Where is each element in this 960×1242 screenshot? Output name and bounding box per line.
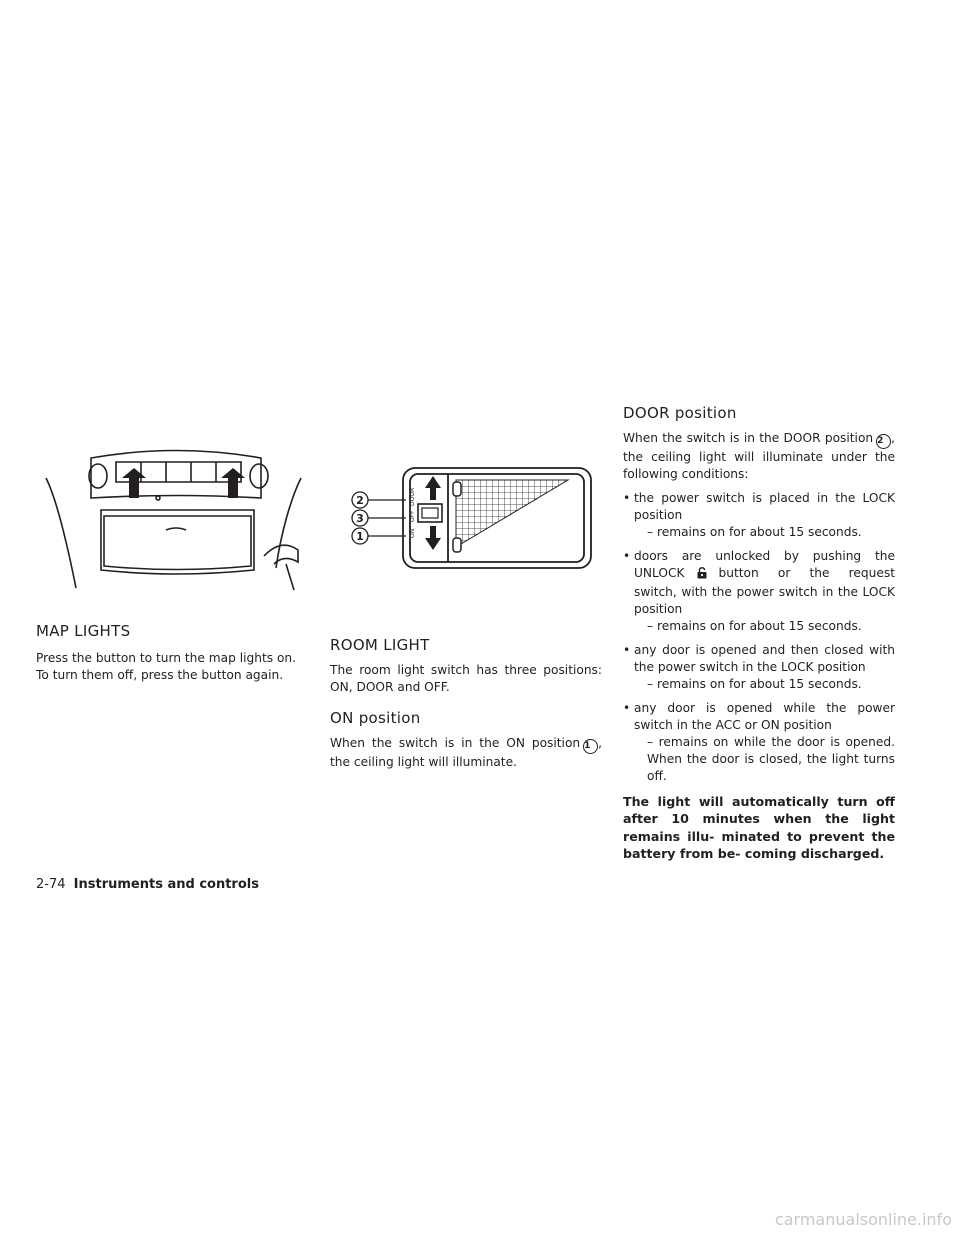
unlock-icon [697, 567, 707, 584]
callout-1: 1 [356, 530, 364, 543]
section-title: Instruments and controls [73, 877, 259, 892]
condition-text: the power switch is placed in the LOCK position [634, 491, 895, 522]
bullet-icon: • [623, 643, 631, 657]
door-position-heading: DOOR position [623, 404, 737, 422]
door-position-intro [623, 430, 895, 483]
circled-number-1-icon: 1 [583, 739, 598, 754]
callout-3: 3 [356, 512, 364, 525]
condition-item [623, 642, 895, 693]
position-label-on: ON [409, 528, 416, 538]
room-light-illustration [348, 462, 598, 574]
room-light-section [330, 636, 602, 771]
room-light-intro: The room light switch has three positions: ON, DOOR and OFF. [330, 663, 602, 694]
circled-number-2-icon: 2 [876, 434, 891, 449]
condition-text: any door is opened while the power switch in the ACC or ON position [634, 701, 895, 732]
condition-text-a: doors are unlocked by pushing the UNLOCK [634, 549, 895, 580]
auto-off-warning: The light will automatically turn off after 10 minutes when the light remains illu- minated to prevent the battery from be- coming discharged. [623, 794, 895, 862]
condition-item [623, 548, 895, 635]
condition-result: – remains on for about 15 seconds. [647, 619, 862, 633]
bullet-icon: • [623, 549, 631, 563]
map-lights-heading: MAP LIGHTS [36, 622, 131, 640]
map-lights-text: Press the button to turn the map lights on. To turn them off, press the button again. [36, 651, 297, 682]
bullet-icon: • [623, 701, 631, 715]
map-lights-section [36, 622, 308, 684]
door-intro-a: When the switch is in the DOOR position [623, 431, 874, 445]
on-position-text-a: When the switch is in the ON position [330, 736, 581, 750]
condition-result: – remains on while the door is opened. When the door is closed, the light turns off. [647, 735, 895, 783]
door-intro-b: , the ceiling light will illuminate under the following conditions: [623, 431, 895, 481]
page-footer [36, 877, 259, 892]
on-position-heading: ON position [330, 709, 421, 727]
map-lights-illustration [36, 438, 308, 598]
watermark: carmanualsonline.info [774, 1210, 952, 1229]
condition-item [623, 490, 895, 541]
door-position-section [623, 404, 895, 863]
position-label-door: DOOR [409, 487, 416, 506]
on-position-text-b: , the ceiling light will illuminate. [330, 736, 602, 769]
callout-2: 2 [356, 494, 364, 507]
condition-text-b: button or the request switch, with the power switch in the LOCK position [634, 566, 895, 616]
room-light-heading: ROOM LIGHT [330, 636, 430, 654]
condition-text: any door is opened and then closed with the power switch in the LOCK position [634, 643, 895, 674]
bullet-icon: • [623, 491, 631, 505]
condition-result: – remains on for about 15 seconds. [647, 677, 862, 691]
on-position-text [330, 735, 602, 771]
page-number: 2-74 [36, 877, 66, 892]
position-label-off: OFF [409, 510, 416, 522]
condition-item [623, 700, 895, 785]
condition-result: – remains on for about 15 seconds. [647, 525, 862, 539]
